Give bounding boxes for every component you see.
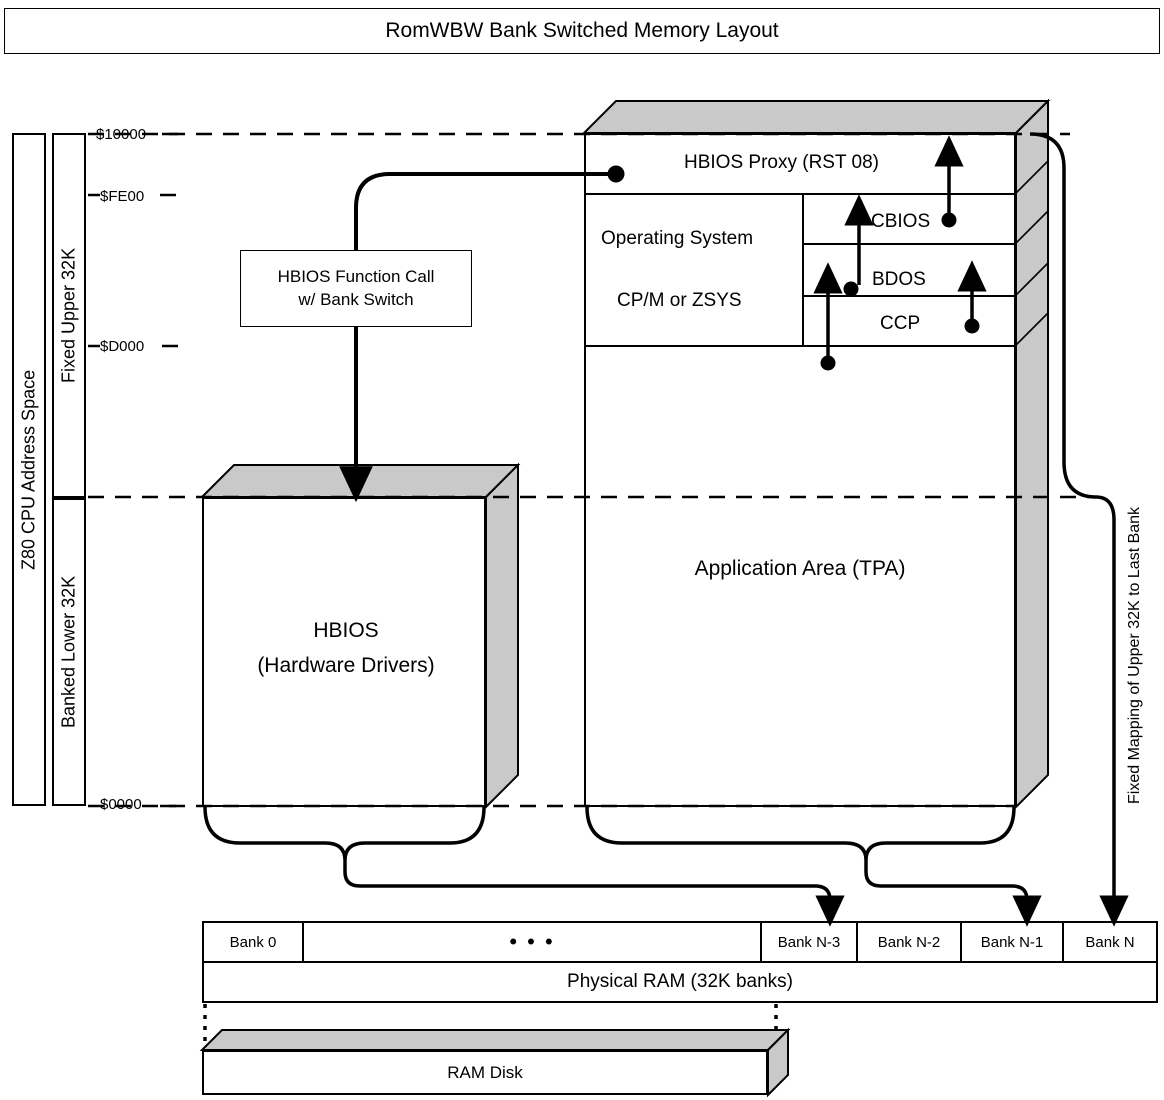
os-inner-divider-1: [802, 243, 1016, 245]
ram-disk-label: RAM Disk: [447, 1062, 523, 1082]
hbios-proxy-connector: [356, 174, 613, 250]
cpm-zsys-label: CP/M or ZSYS: [617, 290, 742, 311]
cpu-address-space-label: Z80 CPU Address Space: [18, 369, 39, 570]
banked-lower-32k-label: Banked Lower 32K: [58, 575, 79, 729]
bank-cell-n-1: Bank N-1: [960, 923, 1062, 961]
fixed-mapping-label-text: Fixed Mapping of Upper 32K to Last Bank: [1126, 506, 1143, 804]
physical-ram-banks-row: [202, 921, 1158, 963]
hbios-call-line2: w/ Bank Switch: [298, 289, 414, 309]
fixed-upper-32k-label: Fixed Upper 32K: [58, 247, 79, 384]
fixed-upper-32k-band: [52, 133, 86, 498]
address-mark-fe00: [100, 188, 144, 205]
ram-disk-box: [202, 1050, 768, 1095]
bank-cell-0: Bank 0: [229, 933, 277, 951]
address-mark-d000-text: $D000: [100, 338, 145, 355]
hbios-box-side-face: [486, 465, 518, 807]
os-side-crease-4: [1016, 313, 1048, 345]
tpa-bank-brace: [587, 807, 1014, 860]
hbios-call-callout: [240, 250, 472, 327]
fixed-upper-mapping-line: [1030, 134, 1114, 910]
address-mark-0000-text: $0000: [100, 796, 142, 813]
os-inner-divider-2: [802, 295, 1016, 297]
os-divider-bottom: [584, 345, 1016, 347]
bdos-label: BDOS: [872, 269, 926, 290]
tpa-label: Application Area (TPA): [694, 557, 906, 580]
os-side-crease-1: [1016, 161, 1048, 193]
bank-cell-n: Bank N: [1062, 923, 1156, 961]
os-box-side-face: [1016, 101, 1048, 807]
address-mark-fe00-text: $FE00: [100, 188, 145, 205]
os-box-top-face: [584, 101, 1048, 133]
ccp-label: CCP: [880, 313, 921, 334]
fixed-mapping-label: [1120, 455, 1150, 855]
address-mark-10000: [96, 126, 146, 143]
bank-cell-n-2: Bank N-2: [856, 923, 960, 961]
ram-disk-top-face: [202, 1030, 788, 1050]
address-mark-10000-text: $10000: [96, 126, 147, 143]
hbios-to-bank-n3-line: [345, 860, 830, 910]
address-mark-0000: [100, 796, 142, 813]
bank-cell-n-3: Bank N-3: [760, 923, 856, 961]
hbios-bank-brace: [205, 807, 484, 860]
os-side-crease-2: [1016, 211, 1048, 243]
address-mark-d000: [100, 338, 144, 355]
bank-cell-ellipsis: • • •: [302, 923, 760, 961]
tpa-to-bank-n1-line: [866, 860, 1027, 910]
banked-lower-32k-band: [52, 498, 86, 806]
hbios-box-top-face: [202, 465, 518, 497]
page-title: [4, 8, 1160, 54]
physical-ram-bar: [202, 963, 1158, 1003]
hbios-box-title: HBIOS: [313, 619, 379, 642]
hbios-box-subtitle: (Hardware Drivers): [257, 654, 435, 677]
cpu-address-space-axis: [12, 133, 46, 806]
physical-ram-label: Physical RAM (32K banks): [567, 971, 793, 992]
operating-system-label: Operating System: [601, 228, 754, 249]
hbios-box-front: [202, 497, 486, 807]
os-side-crease-3: [1016, 263, 1048, 295]
cbios-label: CBIOS: [871, 211, 931, 232]
ram-disk-side-face: [768, 1030, 788, 1095]
page-title-text: RomWBW Bank Switched Memory Layout: [385, 19, 779, 42]
hbios-proxy-label: HBIOS Proxy (RST 08): [684, 152, 879, 173]
hbios-call-line1: HBIOS Function Call: [277, 266, 435, 286]
